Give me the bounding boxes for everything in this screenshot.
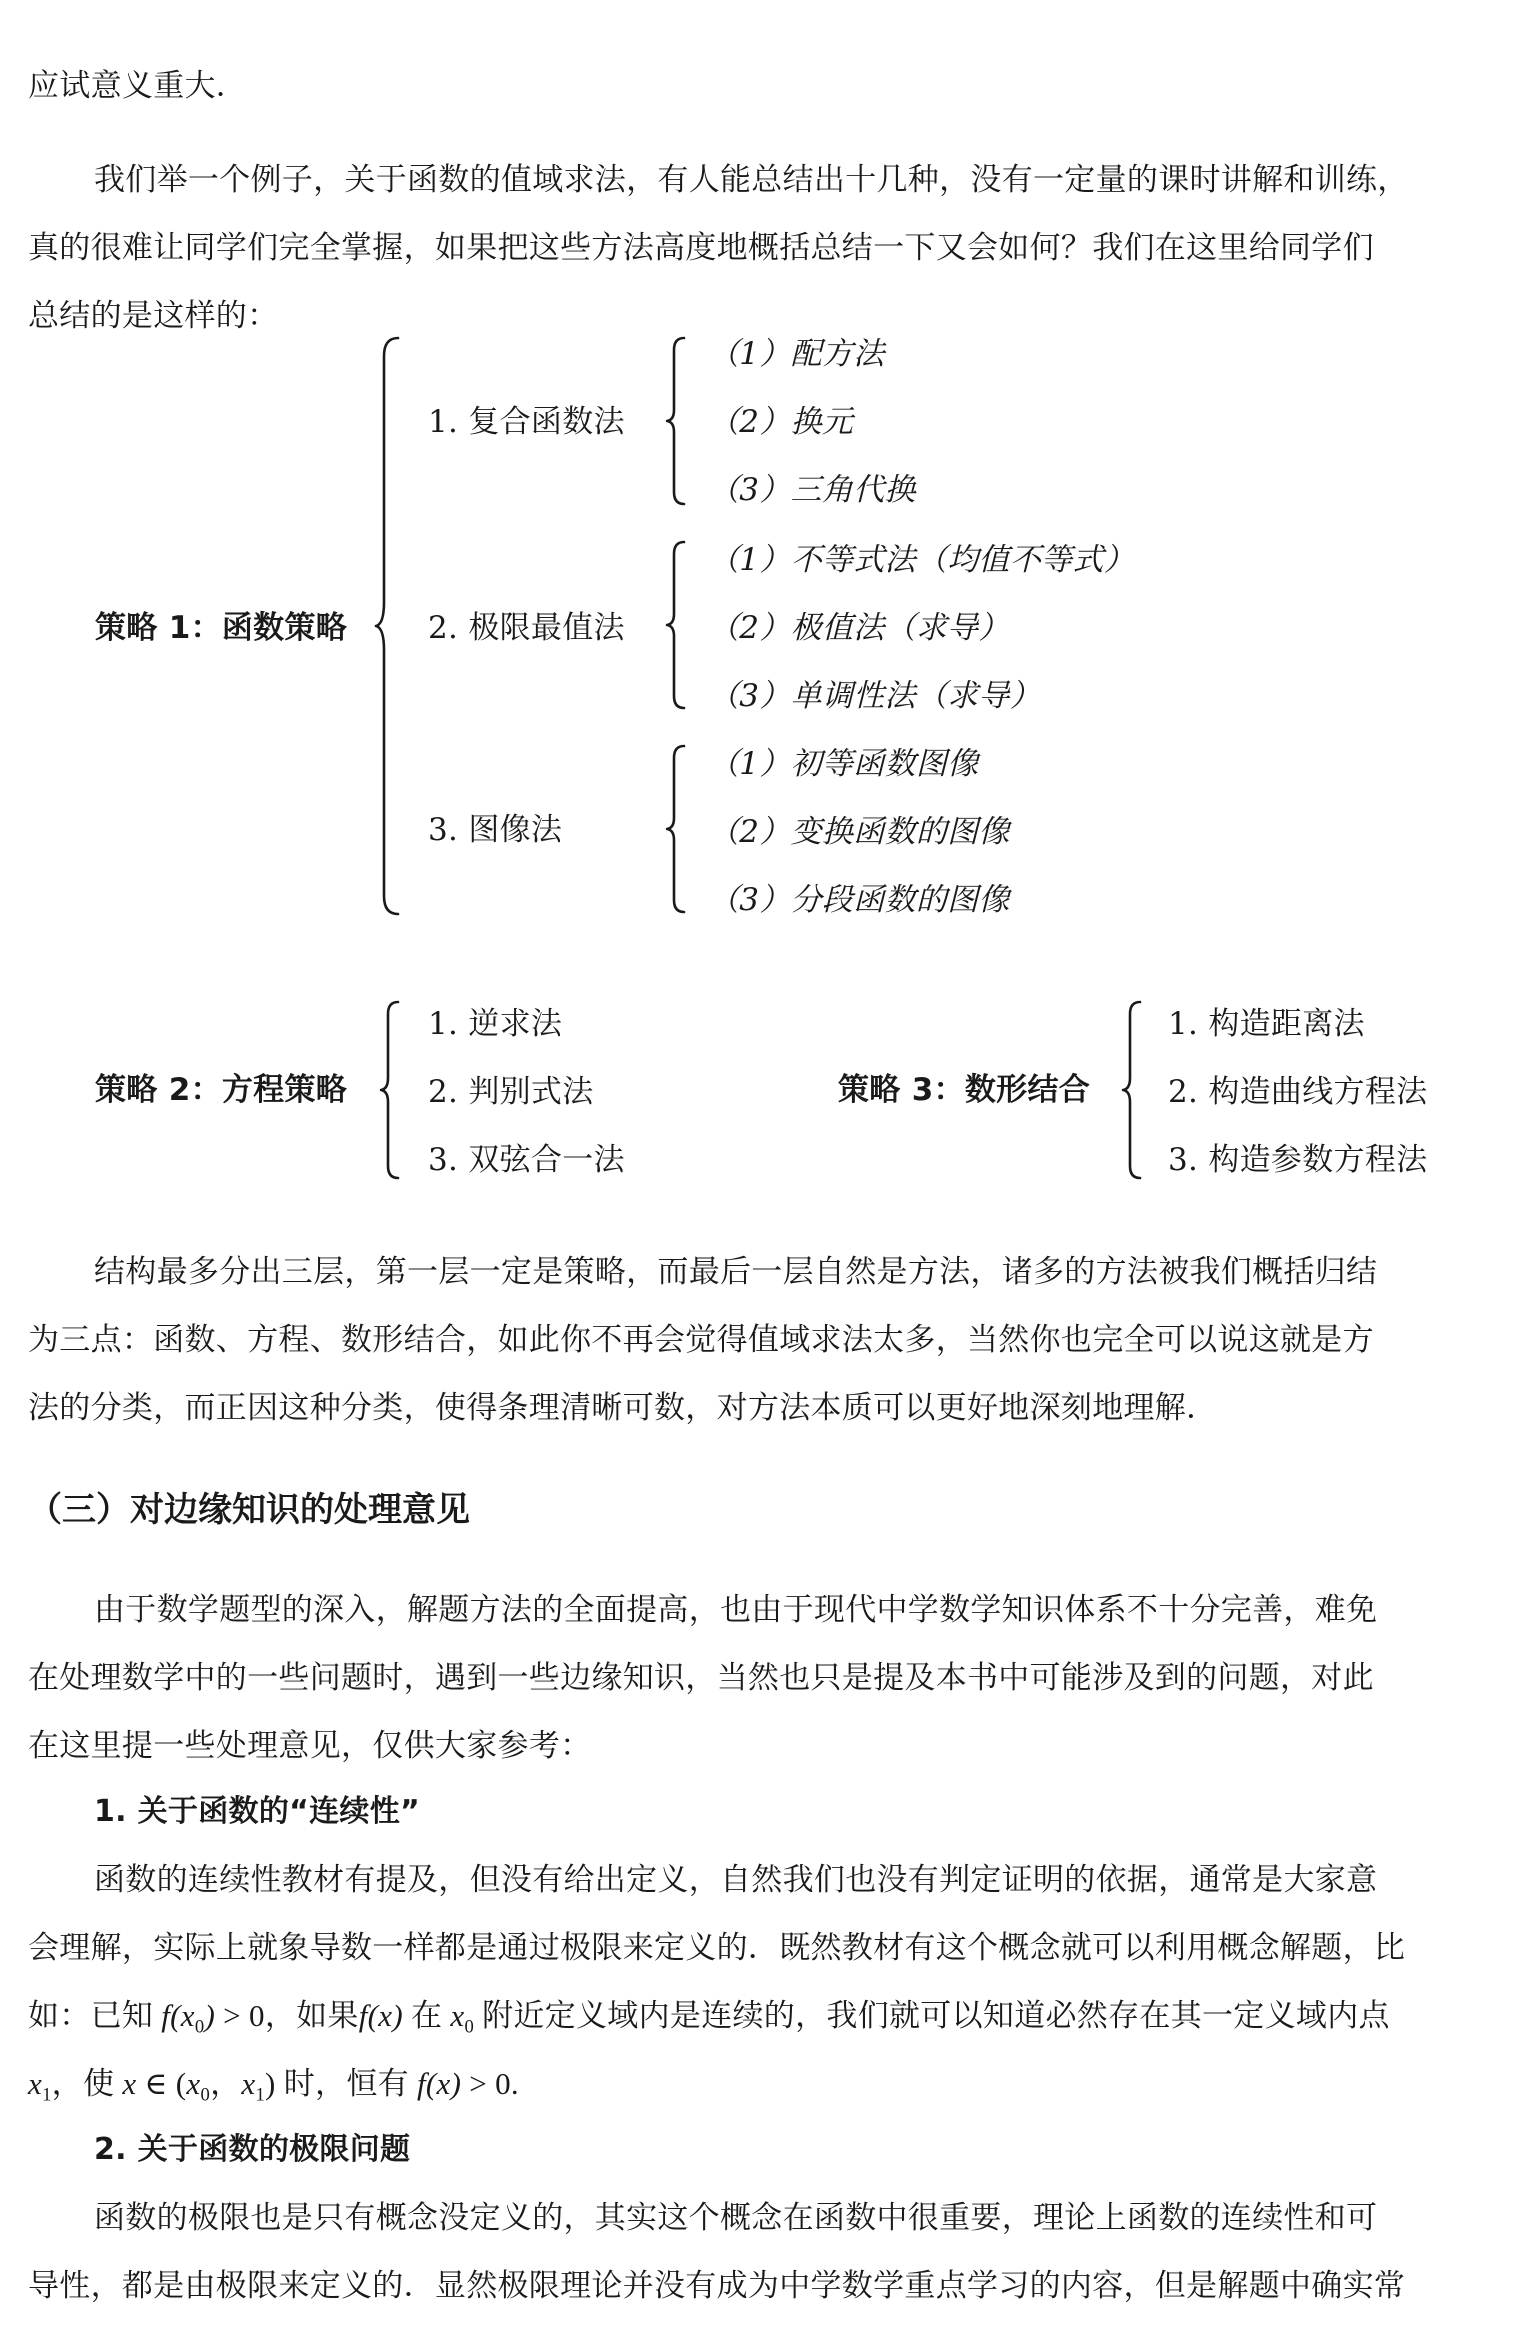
method-item: （2）变换函数的图像 bbox=[708, 814, 1010, 850]
method-item: 1. 逆求法 bbox=[428, 1006, 563, 1042]
group-label: 3. 图像法 bbox=[428, 812, 563, 848]
text-run: 时，恒有 bbox=[283, 2066, 409, 2102]
paragraph-line: 函数的极限也是只有概念没定义的，其实这个概念在函数中很重要，理论上函数的连续性和可 bbox=[94, 2200, 1378, 2236]
group-label: 2. 极限最值法 bbox=[428, 610, 625, 646]
math-expression: x ∈ ($x_0$，$x_1$) bbox=[114, 2066, 276, 2106]
paragraph-line: 导性，都是由极限来定义的．显然极限理论并没有成为中学数学重点学习的内容，但是解题中确实常 bbox=[28, 2268, 1406, 2304]
strategy-3-brace bbox=[1122, 1000, 1144, 1180]
method-item: 2. 构造曲线方程法 bbox=[1168, 1074, 1428, 1110]
group-label: 1. 复合函数法 bbox=[428, 404, 625, 440]
paragraph-line: 在这里提一些处理意见，仅供大家参考： bbox=[28, 1728, 592, 1764]
method-item: （3）三角代换 bbox=[708, 472, 916, 508]
paragraph-line: 在处理数学中的一些问题时，遇到一些边缘知识，当然也只是提及本书中可能涉及到的问题，对此 bbox=[28, 1660, 1374, 1696]
paragraph-line: 会理解，实际上就象导数一样都是通过极限来定义的．既然教材有这个概念就可以利用概念解题，比 bbox=[28, 1930, 1406, 1966]
math-expression: $x_0$ bbox=[442, 1998, 475, 2038]
method-item: 3. 双弦合一法 bbox=[428, 1142, 625, 1178]
group-2-brace bbox=[666, 540, 688, 710]
method-item: （2）极值法（求导） bbox=[708, 610, 1010, 646]
subsection-title: 1. 关于函数的“连续性” bbox=[94, 1794, 421, 1829]
group-1-brace bbox=[666, 336, 688, 506]
math-expression: $x_1$ bbox=[28, 2066, 52, 2106]
paragraph-line: 为三点：函数、方程、数形结合，如此你不再会觉得值域求法太多，当然你也完全可以说这就是方 bbox=[28, 1322, 1374, 1358]
paragraph-line: 法的分类，而正因这种分类，使得条理清晰可数，对方法本质可以更好地深刻地理解． bbox=[28, 1390, 1218, 1426]
method-item: 2. 判别式法 bbox=[428, 1074, 594, 1110]
method-item: （1）配方法 bbox=[708, 336, 885, 372]
intro-line: 应试意义重大． bbox=[28, 68, 248, 104]
section-heading: （三）对边缘知识的处理意见 bbox=[28, 1490, 470, 1530]
paragraph-line bbox=[28, 1996, 1390, 2036]
strategy-1-brace bbox=[378, 336, 402, 916]
subsection-title: 2. 关于函数的极限问题 bbox=[94, 2132, 411, 2167]
strategy-2-brace bbox=[380, 1000, 402, 1180]
paragraph-line: 函数的连续性教材有提及，但没有给出定义，自然我们也没有判定证明的依据，通常是大家意 bbox=[94, 1862, 1378, 1898]
method-item: （1）初等函数图像 bbox=[708, 746, 979, 782]
paragraph-line: 结构最多分出三层，第一层一定是策略，而最后一层自然是方法，诸多的方法被我们概括归结 bbox=[94, 1254, 1378, 1290]
text-run: 附近定义域内是连续的，我们就可以知道必然存在其一定义域内点 bbox=[482, 1998, 1390, 2034]
text-run: ，如果 bbox=[264, 1998, 359, 2034]
method-item: 1. 构造距离法 bbox=[1168, 1006, 1365, 1042]
text-run: ，使 bbox=[51, 2066, 115, 2102]
paragraph-line: 总结的是这样的： bbox=[28, 298, 279, 334]
paragraph-line: 由于数学题型的深入，解题方法的全面提高，也由于现代中学数学知识体系不十分完善，难免 bbox=[94, 1592, 1378, 1628]
method-item: 3. 构造参数方程法 bbox=[1168, 1142, 1428, 1178]
method-item: （3）分段函数的图像 bbox=[708, 882, 1010, 918]
group-3-brace bbox=[666, 744, 688, 914]
method-item: （1）不等式法（均值不等式） bbox=[708, 542, 1135, 578]
strategy-3-label: 策略 3：数形结合 bbox=[838, 1072, 1091, 1108]
strategy-2-label: 策略 2：方程策略 bbox=[95, 1072, 348, 1108]
paragraph-line bbox=[28, 2064, 519, 2104]
method-item: （2）换元 bbox=[708, 404, 854, 440]
math-expression: f(x) bbox=[358, 1998, 412, 2033]
text-run: 如：已知 bbox=[28, 1998, 154, 2034]
math-expression: $f(x_0) > 0$ bbox=[153, 1998, 265, 2038]
method-item: （3）单调性法（求导） bbox=[708, 678, 1042, 714]
math-expression: f(x) > 0. bbox=[408, 2066, 519, 2101]
text-run: 在 bbox=[411, 1998, 443, 2034]
paragraph-line: 真的很难让同学们完全掌握，如果把这些方法高度地概括总结一下又会如何？我们在这里给同学们 bbox=[28, 230, 1374, 266]
strategy-1-label: 策略 1：函数策略 bbox=[95, 610, 348, 646]
paragraph-line: 我们举一个例子，关于函数的值域求法，有人能总结出十几种，没有一定量的课时讲解和训练， bbox=[94, 162, 1409, 198]
